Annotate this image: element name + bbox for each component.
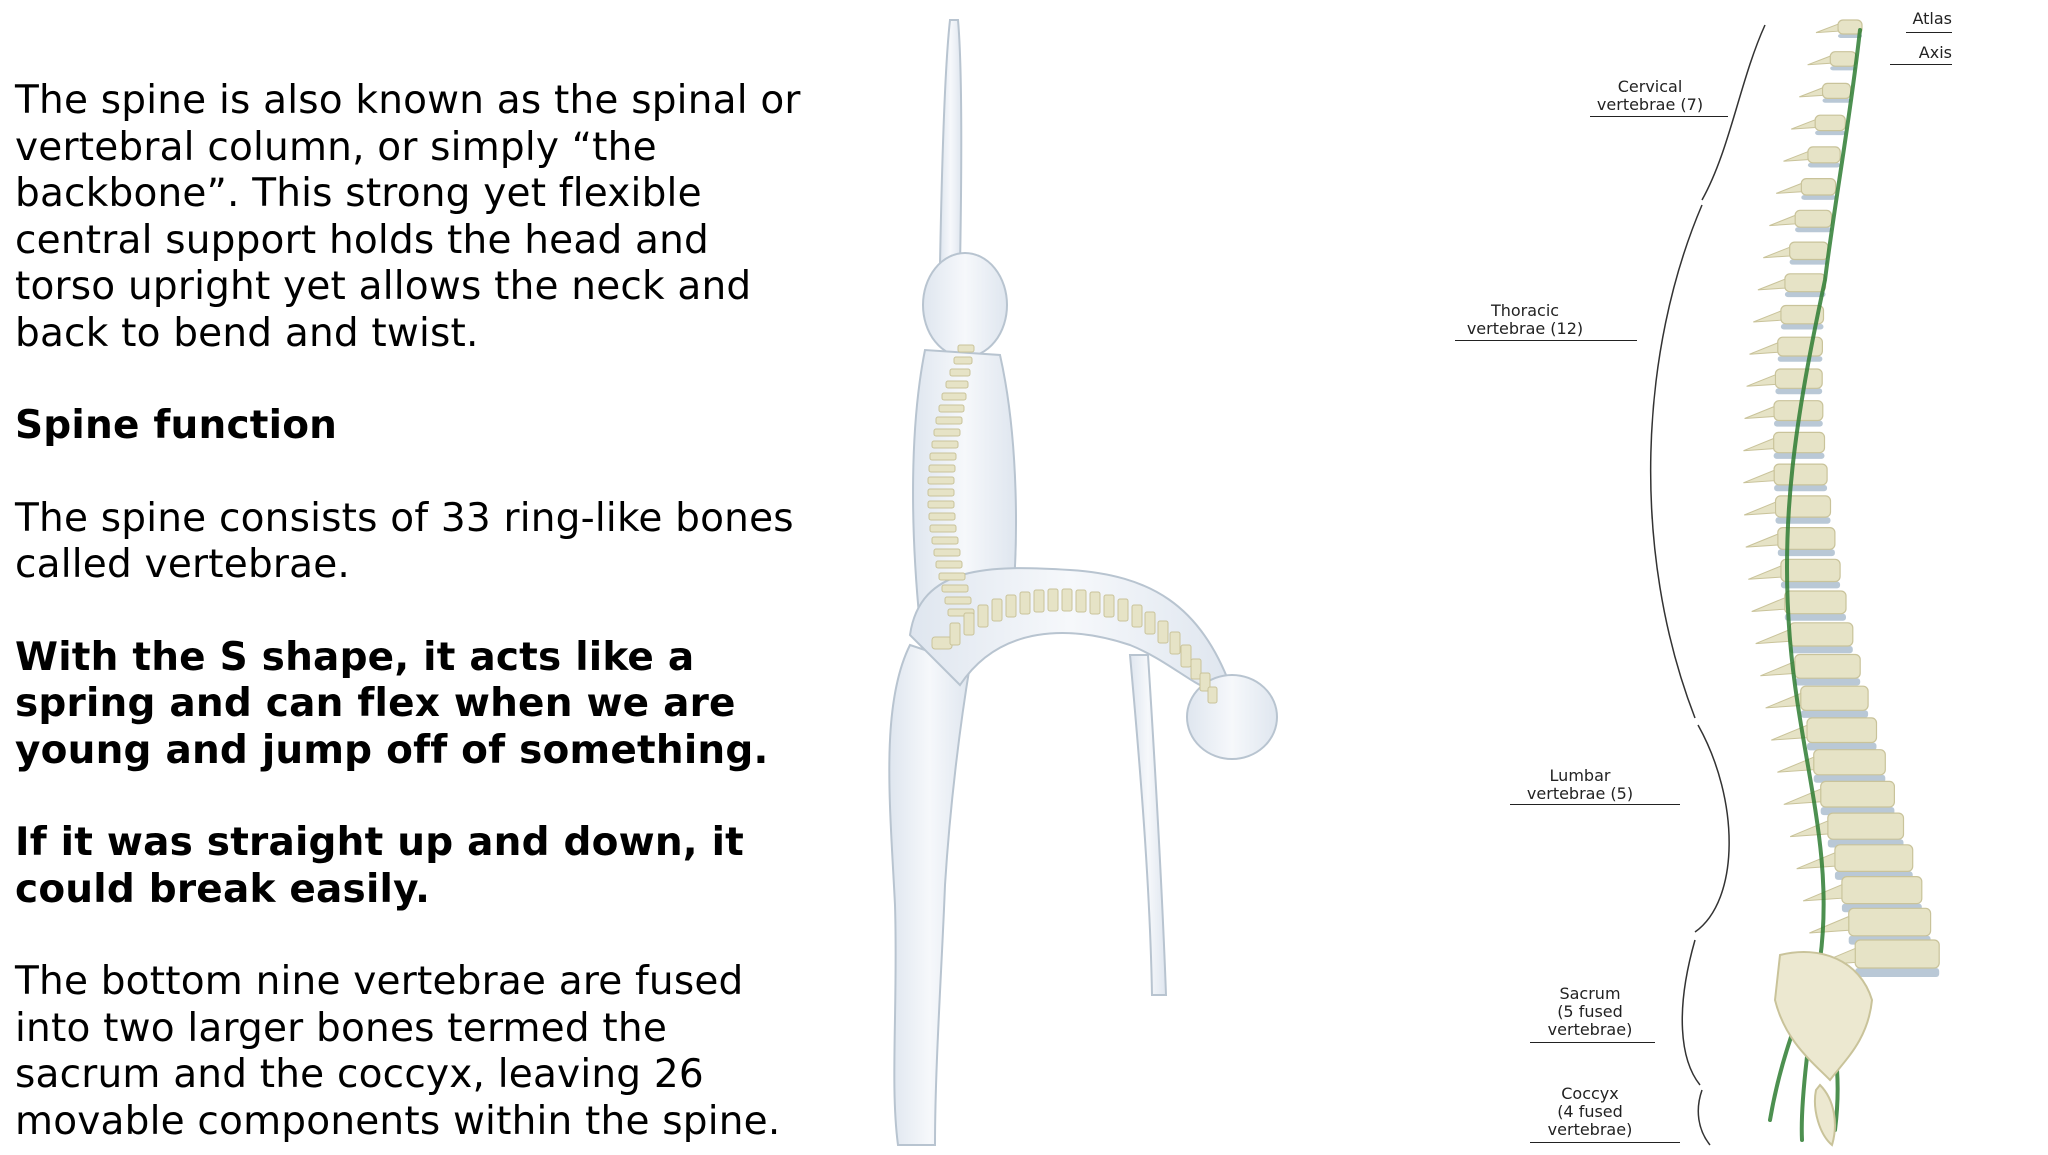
spinous-process: [1769, 215, 1795, 225]
vertebra: [1807, 718, 1877, 743]
spinous-process: [1750, 343, 1778, 354]
spinous-process: [1791, 120, 1815, 129]
vertebra: [1801, 686, 1868, 710]
leader-axis: [1890, 64, 1952, 65]
intervertebral-disc: [1795, 227, 1831, 232]
intervertebral-disc: [1790, 646, 1853, 653]
label-axis: Axis: [1918, 43, 1952, 62]
section-heading-spine-function: Spine function: [15, 403, 338, 448]
intervertebral-disc: [1774, 485, 1827, 491]
intervertebral-disc: [1823, 98, 1851, 102]
s-shape-paragraph: With the S shape, it acts like a spring and can flex when we are young and jump off of something.: [15, 634, 769, 773]
spinous-process: [1744, 502, 1775, 515]
spinous-process: [1790, 821, 1828, 837]
leader-atlas: [1906, 32, 1952, 33]
intervertebral-disc: [1815, 131, 1845, 136]
intervertebral-disc: [1785, 292, 1826, 297]
vertebra: [1790, 242, 1829, 259]
vertebra: [1778, 337, 1823, 356]
spinous-process: [1743, 470, 1774, 482]
label-sacrum: Sacrum (5 fused vertebrae): [1547, 984, 1633, 1039]
spinous-process: [1799, 88, 1822, 97]
vertebra: [1795, 655, 1860, 679]
vertebra: [1855, 940, 1939, 968]
vertebra: [1785, 274, 1826, 292]
vertebra: [1790, 623, 1853, 646]
vertebra: [1835, 845, 1913, 872]
intervertebral-disc: [1830, 66, 1856, 70]
intervertebral-disc: [1775, 388, 1822, 394]
spinous-process: [1745, 407, 1774, 419]
vertebrae-count-paragraph: The spine consists of 33 ring-like bones called vertebrae.: [15, 495, 794, 587]
intervertebral-disc: [1801, 195, 1835, 200]
intervertebral-disc: [1781, 582, 1840, 589]
intervertebral-disc: [1778, 356, 1823, 362]
vertebra: [1785, 591, 1846, 614]
spinous-process: [1748, 566, 1781, 579]
spinous-process: [1816, 24, 1838, 32]
label-thoracic: Thoracic vertebrae (12): [1466, 301, 1584, 338]
vertebra: [1828, 813, 1904, 839]
vertebra: [1814, 750, 1886, 775]
vertebra: [1849, 908, 1931, 936]
intervertebral-disc: [1785, 614, 1846, 621]
vertebra: [1774, 464, 1827, 485]
fused-vertebrae-paragraph: The bottom nine vertebrae are fused into two larger bones termed the sacrum and the coccyx, leaving 26 movable components within the spine.: [15, 959, 781, 1144]
intervertebral-disc: [1801, 710, 1868, 718]
spinous-process: [1756, 630, 1790, 644]
intervertebral-disc: [1776, 517, 1831, 524]
vertebra: [1808, 147, 1840, 163]
intervertebral-disc: [1795, 678, 1860, 685]
intervertebral-disc: [1808, 163, 1840, 168]
leader-coccyx: [1530, 1142, 1680, 1143]
label-atlas: Atlas: [1912, 9, 1952, 28]
vertebra: [1774, 432, 1825, 452]
spinous-process: [1763, 247, 1789, 257]
vertebra: [1801, 179, 1835, 195]
label-cervical: Cervical vertebrae (7): [1596, 77, 1704, 114]
vertebra: [1776, 496, 1831, 517]
intervertebral-disc: [1790, 259, 1829, 264]
intervertebral-disc: [1855, 968, 1939, 977]
vertebra: [1821, 781, 1895, 807]
vertebra: [1842, 877, 1922, 904]
intro-paragraph: The spine is also known as the spinal or vertebral column, or simply “the backbone”. This strong yet flexible central support holds the head and torso upright yet allows the neck and back to bend and twist.: [15, 78, 801, 356]
leader-thoracic: [1455, 340, 1637, 341]
leader-sacrum: [1530, 1042, 1655, 1043]
vertebra: [1775, 369, 1822, 388]
spinous-process: [1808, 56, 1831, 65]
spinous-process: [1746, 534, 1778, 547]
vertebra: [1795, 210, 1831, 227]
spinous-process: [1744, 439, 1774, 451]
spine-anatomy-diagram: [1440, 0, 1960, 1152]
label-coccyx: Coccyx (4 fused vertebrae): [1547, 1084, 1633, 1139]
vertebra: [1830, 52, 1856, 66]
leader-lumbar: [1510, 804, 1680, 805]
spine-illustration: [1440, 0, 1960, 1152]
spinous-process: [1797, 853, 1835, 869]
spinous-process: [1760, 662, 1794, 676]
vertebra: [1823, 83, 1851, 98]
text-column: [15, 78, 815, 1145]
label-lumbar: Lumbar vertebrae (5): [1526, 766, 1634, 803]
spinous-process: [1758, 279, 1785, 290]
vertebra: [1781, 559, 1840, 581]
spinous-process: [1784, 152, 1808, 162]
intervertebral-disc: [1774, 453, 1825, 459]
spinous-process: [1752, 598, 1785, 612]
spinous-process: [1776, 184, 1801, 194]
straight-spine-paragraph: If it was straight up and down, it could break easily.: [15, 820, 745, 912]
spinous-process: [1747, 375, 1776, 387]
leader-cervical: [1590, 116, 1728, 117]
bending-figure-illustration: [850, 5, 1290, 1155]
vertebra: [1815, 115, 1845, 130]
spinous-process: [1753, 311, 1781, 322]
spinous-process: [1809, 917, 1848, 934]
